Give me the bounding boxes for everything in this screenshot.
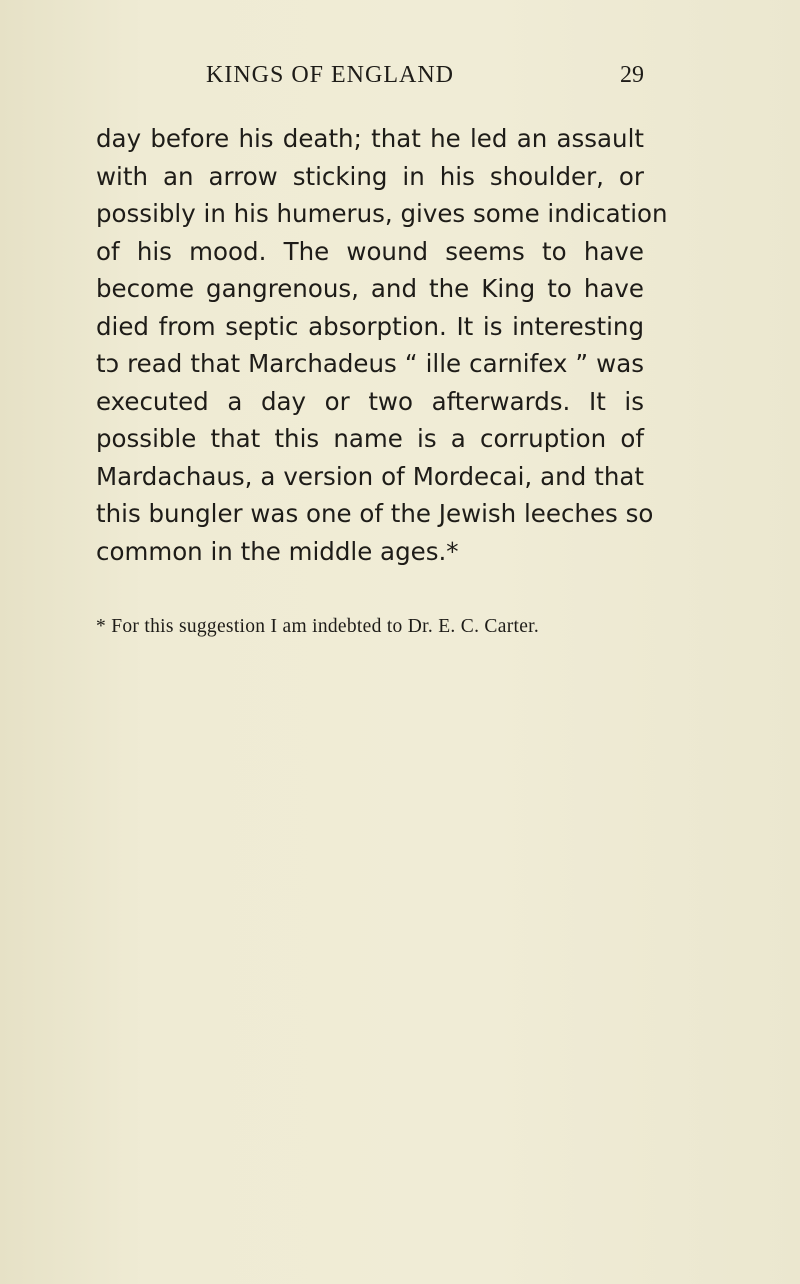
text-line: become gangrenous, and the King to have xyxy=(96,274,644,303)
text-line: of his mood. The wound seems to have xyxy=(96,236,644,266)
text-line: died from septic absorption. It is interesting xyxy=(96,311,644,341)
running-head: KINGS OF ENGLAND xyxy=(206,62,454,88)
text-line: executed a day or two afterwards. It is xyxy=(96,386,644,416)
text-line: Mardachaus, a version of Mordecai, and that xyxy=(96,461,644,491)
page-header xyxy=(96,62,644,96)
footnote: * For this suggestion I am indebted to Dr. E. C. Carter. xyxy=(96,616,540,637)
text-line: day before his death; that he led an assault xyxy=(96,124,644,153)
text-line: possibly in his humerus, gives some indication xyxy=(96,199,668,228)
body-paragraph xyxy=(96,120,668,570)
text-line: with an arrow sticking in his shoulder, or xyxy=(96,161,644,191)
text-line: this bungler was one of the Jewish leeches so xyxy=(96,499,654,528)
text-line: possible that this name is a corruption of xyxy=(96,424,644,453)
text-line: tɔ read that Marchadeus “ ille carnifex ” was xyxy=(96,349,644,378)
page-number: 29 xyxy=(620,62,644,88)
text-line: common in the middle ages.* xyxy=(96,536,459,566)
